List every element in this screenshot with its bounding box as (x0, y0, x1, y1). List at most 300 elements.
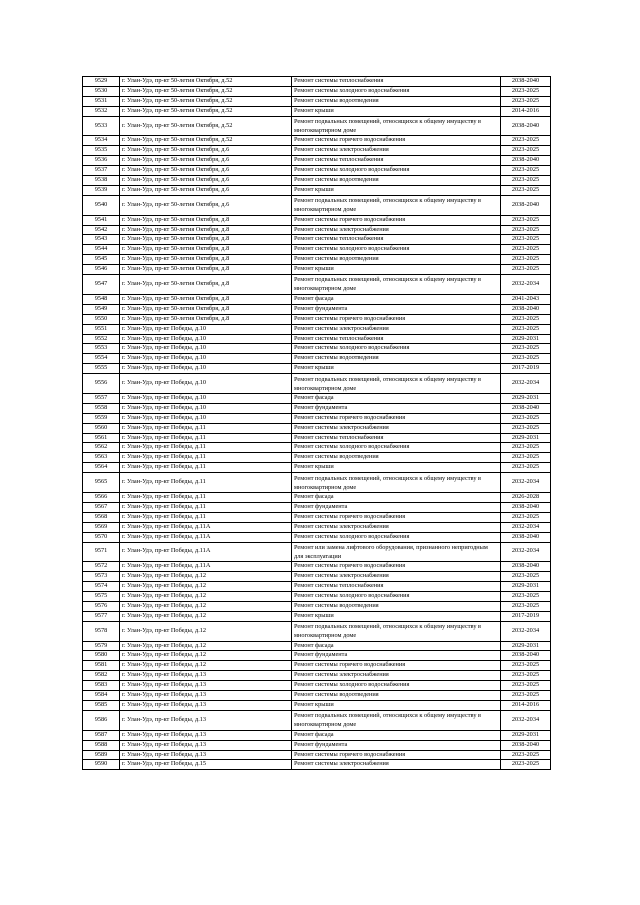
row-number-cell: 9559 (83, 413, 120, 423)
table-row (83, 433, 551, 443)
table-row (83, 621, 551, 641)
address-cell: г. Улан-Удэ, пр-кт Победы, д.11 (120, 453, 292, 463)
address-cell: г. Улан-Удэ, пр-кт 50-летия Октября, д.52 (120, 136, 292, 146)
period-cell: 2038-2040 (501, 156, 551, 166)
work-type-cell: Ремонт системы горячего водоснабжения (292, 512, 501, 522)
row-number-cell: 9575 (83, 592, 120, 602)
period-cell: 2023-2025 (501, 443, 551, 453)
work-type-cell: Ремонт фундамента (292, 740, 501, 750)
table-row (83, 453, 551, 463)
period-cell: 2023-2025 (501, 265, 551, 275)
row-number-cell: 9568 (83, 512, 120, 522)
period-cell: 2038-2040 (501, 77, 551, 87)
period-cell: 2029-2031 (501, 393, 551, 403)
period-cell: 2029-2031 (501, 730, 551, 740)
address-cell: г. Улан-Удэ, пр-кт 50-летия Октября, д.8 (120, 235, 292, 245)
row-number-cell: 9564 (83, 463, 120, 473)
row-number-cell: 9532 (83, 106, 120, 116)
work-type-cell: Ремонт системы холодного водоснабжения (292, 245, 501, 255)
table-row (83, 403, 551, 413)
address-cell: г. Улан-Удэ, пр-кт Победы, д.12 (120, 621, 292, 641)
address-cell: г. Улан-Удэ, пр-кт 50-летия Октября, д.8 (120, 275, 292, 295)
period-cell: 2023-2025 (501, 512, 551, 522)
address-cell: г. Улан-Удэ, пр-кт 50-летия Октября, д.6 (120, 166, 292, 176)
address-cell: г. Улан-Удэ, пр-кт 50-летия Октября, д.8 (120, 314, 292, 324)
work-type-cell: Ремонт системы холодного водоснабжения (292, 166, 501, 176)
address-cell: г. Улан-Удэ, пр-кт 50-летия Октября, д.52 (120, 86, 292, 96)
row-number-cell: 9555 (83, 364, 120, 374)
table-row (83, 185, 551, 195)
row-number-cell: 9563 (83, 453, 120, 463)
work-type-cell: Ремонт системы электроснабжения (292, 572, 501, 582)
work-type-cell: Ремонт крыши (292, 611, 501, 621)
work-type-cell: Ремонт системы холодного водоснабжения (292, 532, 501, 542)
table-body (83, 77, 551, 770)
period-cell: 2023-2025 (501, 146, 551, 156)
table-row (83, 463, 551, 473)
work-type-cell: Ремонт системы электроснабжения (292, 146, 501, 156)
work-type-cell: Ремонт фундамента (292, 651, 501, 661)
period-cell: 2017-2019 (501, 611, 551, 621)
table-row (83, 740, 551, 750)
period-cell: 2038-2040 (501, 116, 551, 136)
row-number-cell: 9547 (83, 275, 120, 295)
work-type-cell: Ремонт системы теплоснабжения (292, 77, 501, 87)
period-cell: 2032-2034 (501, 473, 551, 493)
address-cell: г. Улан-Удэ, пр-кт Победы, д.12 (120, 611, 292, 621)
table-row (83, 294, 551, 304)
address-cell: г. Улан-Удэ, пр-кт Победы, д.10 (120, 374, 292, 394)
row-number-cell: 9576 (83, 601, 120, 611)
work-type-cell: Ремонт системы теплоснабжения (292, 156, 501, 166)
table-row (83, 592, 551, 602)
table-row (83, 106, 551, 116)
table-row (83, 166, 551, 176)
address-cell: г. Улан-Удэ, пр-кт 50-летия Октября, д.8 (120, 265, 292, 275)
period-cell: 2023-2025 (501, 681, 551, 691)
table-row (83, 86, 551, 96)
period-cell: 2023-2025 (501, 592, 551, 602)
period-cell: 2023-2025 (501, 453, 551, 463)
row-number-cell: 9580 (83, 651, 120, 661)
row-number-cell: 9590 (83, 760, 120, 770)
work-type-cell: Ремонт системы холодного водоснабжения (292, 86, 501, 96)
work-type-cell: Ремонт фасада (292, 730, 501, 740)
address-cell: г. Улан-Удэ, пр-кт Победы, д.11А (120, 542, 292, 562)
work-type-cell: Ремонт системы горячего водоснабжения (292, 562, 501, 572)
table-row (83, 473, 551, 493)
address-cell: г. Улан-Удэ, пр-кт 50-летия Октября, д.52 (120, 106, 292, 116)
address-cell: г. Улан-Удэ, пр-кт Победы, д.13 (120, 671, 292, 681)
row-number-cell: 9537 (83, 166, 120, 176)
period-cell: 2023-2025 (501, 691, 551, 701)
row-number-cell: 9546 (83, 265, 120, 275)
work-type-cell: Ремонт системы электроснабжения (292, 760, 501, 770)
table-row (83, 245, 551, 255)
work-type-cell: Ремонт подвальных помещений, относящихся к общему имуществу в многоквартирном доме (292, 116, 501, 136)
table-row (83, 96, 551, 106)
table-row (83, 77, 551, 87)
address-cell: г. Улан-Удэ, пр-кт Победы, д.13 (120, 691, 292, 701)
row-number-cell: 9557 (83, 393, 120, 403)
period-cell: 2038-2040 (501, 304, 551, 314)
work-type-cell: Ремонт системы горячего водоснабжения (292, 215, 501, 225)
table-row (83, 582, 551, 592)
address-cell: г. Улан-Удэ, пр-кт Победы, д.11А (120, 532, 292, 542)
address-cell: г. Улан-Удэ, пр-кт Победы, д.10 (120, 393, 292, 403)
work-type-cell: Ремонт крыши (292, 463, 501, 473)
table-row (83, 700, 551, 710)
row-number-cell: 9550 (83, 314, 120, 324)
row-number-cell: 9574 (83, 582, 120, 592)
address-cell: г. Улан-Удэ, пр-кт 50-летия Октября, д.8 (120, 215, 292, 225)
address-cell: г. Улан-Удэ, пр-кт 50-летия Октября, д.8 (120, 294, 292, 304)
table-row (83, 176, 551, 186)
row-number-cell: 9569 (83, 522, 120, 532)
row-number-cell: 9542 (83, 225, 120, 235)
work-type-cell: Ремонт фасада (292, 492, 501, 502)
work-type-cell: Ремонт или замена лифтового оборудования, признанного непригодным для эксплуатации (292, 542, 501, 562)
table-row (83, 532, 551, 542)
address-cell: г. Улан-Удэ, пр-кт Победы, д.13 (120, 681, 292, 691)
row-number-cell: 9551 (83, 324, 120, 334)
work-type-cell: Ремонт системы горячего водоснабжения (292, 661, 501, 671)
row-number-cell: 9529 (83, 77, 120, 87)
address-cell: г. Улан-Удэ, пр-кт Победы, д.12 (120, 661, 292, 671)
address-cell: г. Улан-Удэ, пр-кт Победы, д.11 (120, 473, 292, 493)
work-type-cell: Ремонт крыши (292, 185, 501, 195)
table-row (83, 255, 551, 265)
table-row (83, 760, 551, 770)
address-cell: г. Улан-Удэ, пр-кт Победы, д.12 (120, 582, 292, 592)
work-type-cell: Ремонт системы водоотведения (292, 354, 501, 364)
address-cell: г. Улан-Удэ, пр-кт 50-летия Октября, д.8 (120, 225, 292, 235)
repair-schedule-table (82, 76, 551, 770)
row-number-cell: 9534 (83, 136, 120, 146)
period-cell: 2038-2040 (501, 562, 551, 572)
table-row (83, 304, 551, 314)
table-row (83, 443, 551, 453)
work-type-cell: Ремонт системы теплоснабжения (292, 334, 501, 344)
address-cell: г. Улан-Удэ, пр-кт 50-летия Октября, д.8 (120, 255, 292, 265)
work-type-cell: Ремонт крыши (292, 364, 501, 374)
work-type-cell: Ремонт крыши (292, 700, 501, 710)
table-row (83, 215, 551, 225)
work-type-cell: Ремонт системы холодного водоснабжения (292, 681, 501, 691)
work-type-cell: Ремонт системы водоотведения (292, 601, 501, 611)
work-type-cell: Ремонт системы электроснабжения (292, 423, 501, 433)
table-row (83, 364, 551, 374)
table-row (83, 562, 551, 572)
row-number-cell: 9554 (83, 354, 120, 364)
period-cell: 2023-2025 (501, 235, 551, 245)
row-number-cell: 9556 (83, 374, 120, 394)
row-number-cell: 9530 (83, 86, 120, 96)
row-number-cell: 9531 (83, 96, 120, 106)
address-cell: г. Улан-Удэ, пр-кт Победы, д.11 (120, 502, 292, 512)
address-cell: г. Улан-Удэ, пр-кт Победы, д.12 (120, 592, 292, 602)
address-cell: г. Улан-Удэ, пр-кт Победы, д.13 (120, 750, 292, 760)
table-row (83, 691, 551, 701)
address-cell: г. Улан-Удэ, пр-кт 50-летия Октября, д.52 (120, 96, 292, 106)
work-type-cell: Ремонт подвальных помещений, относящихся к общему имуществу в многоквартирном доме (292, 710, 501, 730)
table-row (83, 195, 551, 215)
table-row (83, 641, 551, 651)
period-cell: 2023-2025 (501, 314, 551, 324)
work-type-cell: Ремонт крыши (292, 106, 501, 116)
period-cell: 2023-2025 (501, 176, 551, 186)
row-number-cell: 9553 (83, 344, 120, 354)
work-type-cell: Ремонт подвальных помещений, относящихся к общему имуществу в многоквартирном доме (292, 275, 501, 295)
row-number-cell: 9543 (83, 235, 120, 245)
period-cell: 2023-2025 (501, 601, 551, 611)
address-cell: г. Улан-Удэ, пр-кт Победы, д.10 (120, 403, 292, 413)
row-number-cell: 9545 (83, 255, 120, 265)
work-type-cell: Ремонт системы электроснабжения (292, 671, 501, 681)
period-cell: 2017-2019 (501, 364, 551, 374)
table-row (83, 681, 551, 691)
table-row (83, 235, 551, 245)
table-row (83, 413, 551, 423)
row-number-cell: 9567 (83, 502, 120, 512)
period-cell: 2038-2040 (501, 651, 551, 661)
address-cell: г. Улан-Удэ, пр-кт Победы, д.13 (120, 710, 292, 730)
table-row (83, 611, 551, 621)
address-cell: г. Улан-Удэ, пр-кт Победы, д.12 (120, 572, 292, 582)
row-number-cell: 9560 (83, 423, 120, 433)
period-cell: 2023-2025 (501, 423, 551, 433)
address-cell: г. Улан-Удэ, пр-кт Победы, д.10 (120, 324, 292, 334)
work-type-cell: Ремонт подвальных помещений, относящихся к общему имуществу в многоквартирном доме (292, 195, 501, 215)
address-cell: г. Улан-Удэ, пр-кт 50-летия Октября, д.6 (120, 156, 292, 166)
row-number-cell: 9544 (83, 245, 120, 255)
row-number-cell: 9538 (83, 176, 120, 186)
table-row (83, 146, 551, 156)
table-row (83, 572, 551, 582)
address-cell: г. Улан-Удэ, пр-кт 50-летия Октября, д.6 (120, 146, 292, 156)
work-type-cell: Ремонт системы горячего водоснабжения (292, 314, 501, 324)
address-cell: г. Улан-Удэ, пр-кт Победы, д.15 (120, 760, 292, 770)
period-cell: 2023-2025 (501, 413, 551, 423)
period-cell: 2023-2025 (501, 572, 551, 582)
row-number-cell: 9558 (83, 403, 120, 413)
work-type-cell: Ремонт фасада (292, 641, 501, 651)
work-type-cell: Ремонт системы водоотведения (292, 255, 501, 265)
period-cell: 2023-2025 (501, 86, 551, 96)
row-number-cell: 9589 (83, 750, 120, 760)
work-type-cell: Ремонт подвальных помещений, относящихся к общему имуществу в многоквартирном доме (292, 621, 501, 641)
address-cell: г. Улан-Удэ, пр-кт Победы, д.12 (120, 651, 292, 661)
period-cell: 2029-2031 (501, 582, 551, 592)
work-type-cell: Ремонт системы холодного водоснабжения (292, 443, 501, 453)
address-cell: г. Улан-Удэ, пр-кт Победы, д.11 (120, 492, 292, 502)
row-number-cell: 9561 (83, 433, 120, 443)
work-type-cell: Ремонт системы теплоснабжения (292, 433, 501, 443)
work-type-cell: Ремонт системы водоотведения (292, 176, 501, 186)
table-row (83, 275, 551, 295)
row-number-cell: 9587 (83, 730, 120, 740)
period-cell: 2023-2025 (501, 661, 551, 671)
row-number-cell: 9578 (83, 621, 120, 641)
address-cell: г. Улан-Удэ, пр-кт 50-летия Октября, д.6 (120, 195, 292, 215)
period-cell: 2023-2025 (501, 96, 551, 106)
table-row (83, 522, 551, 532)
address-cell: г. Улан-Удэ, пр-кт Победы, д.10 (120, 364, 292, 374)
row-number-cell: 9548 (83, 294, 120, 304)
row-number-cell: 9571 (83, 542, 120, 562)
table-row (83, 730, 551, 740)
work-type-cell: Ремонт подвальных помещений, относящихся к общему имуществу в многоквартирном доме (292, 374, 501, 394)
period-cell: 2023-2025 (501, 463, 551, 473)
table-row (83, 136, 551, 146)
address-cell: г. Улан-Удэ, пр-кт 50-летия Октября, д.52 (120, 77, 292, 87)
table-row (83, 651, 551, 661)
address-cell: г. Улан-Удэ, пр-кт Победы, д.11 (120, 512, 292, 522)
work-type-cell: Ремонт фасада (292, 393, 501, 403)
work-type-cell: Ремонт фасада (292, 294, 501, 304)
address-cell: г. Улан-Удэ, пр-кт Победы, д.13 (120, 740, 292, 750)
table-row (83, 542, 551, 562)
row-number-cell: 9570 (83, 532, 120, 542)
row-number-cell: 9572 (83, 562, 120, 572)
address-cell: г. Улан-Удэ, пр-кт Победы, д.11 (120, 433, 292, 443)
table-row (83, 324, 551, 334)
address-cell: г. Улан-Удэ, пр-кт Победы, д.13 (120, 700, 292, 710)
work-type-cell: Ремонт системы горячего водоснабжения (292, 413, 501, 423)
period-cell: 2023-2025 (501, 354, 551, 364)
period-cell: 2023-2025 (501, 215, 551, 225)
table-row (83, 393, 551, 403)
period-cell: 2026-2028 (501, 492, 551, 502)
row-number-cell: 9533 (83, 116, 120, 136)
table-row (83, 265, 551, 275)
address-cell: г. Улан-Удэ, пр-кт Победы, д.11 (120, 463, 292, 473)
address-cell: г. Улан-Удэ, пр-кт 50-летия Октября, д.52 (120, 116, 292, 136)
work-type-cell: Ремонт системы холодного водоснабжения (292, 592, 501, 602)
period-cell: 2023-2025 (501, 750, 551, 760)
period-cell: 2038-2040 (501, 532, 551, 542)
work-type-cell: Ремонт системы водоотведения (292, 691, 501, 701)
period-cell: 2014-2016 (501, 106, 551, 116)
row-number-cell: 9584 (83, 691, 120, 701)
period-cell: 2014-2016 (501, 700, 551, 710)
work-type-cell: Ремонт фундамента (292, 403, 501, 413)
work-type-cell: Ремонт системы теплоснабжения (292, 582, 501, 592)
work-type-cell: Ремонт крыши (292, 265, 501, 275)
row-number-cell: 9581 (83, 661, 120, 671)
table-row (83, 314, 551, 324)
work-type-cell: Ремонт системы водоотведения (292, 96, 501, 106)
period-cell: 2029-2031 (501, 433, 551, 443)
table-row (83, 710, 551, 730)
period-cell: 2023-2025 (501, 324, 551, 334)
table-row (83, 374, 551, 394)
work-type-cell: Ремонт системы электроснабжения (292, 324, 501, 334)
row-number-cell: 9577 (83, 611, 120, 621)
work-type-cell: Ремонт подвальных помещений, относящихся к общему имуществу в многоквартирном доме (292, 473, 501, 493)
table-row (83, 671, 551, 681)
table-row (83, 354, 551, 364)
row-number-cell: 9585 (83, 700, 120, 710)
work-type-cell: Ремонт системы холодного водоснабжения (292, 344, 501, 354)
address-cell: г. Улан-Удэ, пр-кт Победы, д.10 (120, 344, 292, 354)
address-cell: г. Улан-Удэ, пр-кт 50-летия Октября, д.8 (120, 245, 292, 255)
work-type-cell: Ремонт фундамента (292, 502, 501, 512)
address-cell: г. Улан-Удэ, пр-кт Победы, д.11 (120, 443, 292, 453)
period-cell: 2029-2031 (501, 334, 551, 344)
table-row (83, 334, 551, 344)
table-row (83, 156, 551, 166)
work-type-cell: Ремонт системы электроснабжения (292, 522, 501, 532)
work-type-cell: Ремонт системы теплоснабжения (292, 235, 501, 245)
table-row (83, 116, 551, 136)
period-cell: 2023-2025 (501, 671, 551, 681)
row-number-cell: 9562 (83, 443, 120, 453)
row-number-cell: 9566 (83, 492, 120, 502)
period-cell: 2023-2025 (501, 344, 551, 354)
row-number-cell: 9539 (83, 185, 120, 195)
table-row (83, 225, 551, 235)
period-cell: 2038-2040 (501, 403, 551, 413)
address-cell: г. Улан-Удэ, пр-кт Победы, д.10 (120, 413, 292, 423)
row-number-cell: 9540 (83, 195, 120, 215)
address-cell: г. Улан-Удэ, пр-кт Победы, д.13 (120, 730, 292, 740)
address-cell: г. Улан-Удэ, пр-кт Победы, д.11А (120, 522, 292, 532)
table-row (83, 344, 551, 354)
address-cell: г. Улан-Удэ, пр-кт Победы, д.11А (120, 562, 292, 572)
address-cell: г. Улан-Удэ, пр-кт 50-летия Октября, д.6 (120, 176, 292, 186)
row-number-cell: 9541 (83, 215, 120, 225)
work-type-cell: Ремонт системы водоотведения (292, 453, 501, 463)
period-cell: 2023-2025 (501, 760, 551, 770)
period-cell: 2023-2025 (501, 245, 551, 255)
row-number-cell: 9582 (83, 671, 120, 681)
table-row (83, 492, 551, 502)
period-cell: 2032-2034 (501, 275, 551, 295)
period-cell: 2032-2034 (501, 621, 551, 641)
table-row (83, 502, 551, 512)
period-cell: 2023-2025 (501, 225, 551, 235)
address-cell: г. Улан-Удэ, пр-кт 50-летия Октября, д.8 (120, 304, 292, 314)
row-number-cell: 9586 (83, 710, 120, 730)
period-cell: 2032-2034 (501, 710, 551, 730)
address-cell: г. Улан-Удэ, пр-кт 50-летия Октября, д.6 (120, 185, 292, 195)
address-cell: г. Улан-Удэ, пр-кт Победы, д.10 (120, 354, 292, 364)
period-cell: 2032-2034 (501, 522, 551, 532)
row-number-cell: 9573 (83, 572, 120, 582)
table-row (83, 750, 551, 760)
period-cell: 2032-2034 (501, 374, 551, 394)
table-row (83, 601, 551, 611)
address-cell: г. Улан-Удэ, пр-кт Победы, д.12 (120, 601, 292, 611)
work-type-cell: Ремонт системы горячего водоснабжения (292, 750, 501, 760)
row-number-cell: 9536 (83, 156, 120, 166)
address-cell: г. Улан-Удэ, пр-кт Победы, д.11 (120, 423, 292, 433)
row-number-cell: 9579 (83, 641, 120, 651)
row-number-cell: 9588 (83, 740, 120, 750)
period-cell: 2032-2034 (501, 542, 551, 562)
table-row (83, 661, 551, 671)
period-cell: 2023-2025 (501, 136, 551, 146)
period-cell: 2038-2040 (501, 740, 551, 750)
row-number-cell: 9535 (83, 146, 120, 156)
work-type-cell: Ремонт фундамента (292, 304, 501, 314)
work-type-cell: Ремонт системы горячего водоснабжения (292, 136, 501, 146)
row-number-cell: 9549 (83, 304, 120, 314)
address-cell: г. Улан-Удэ, пр-кт Победы, д.10 (120, 334, 292, 344)
address-cell: г. Улан-Удэ, пр-кт Победы, д.12 (120, 641, 292, 651)
period-cell: 2041-2043 (501, 294, 551, 304)
